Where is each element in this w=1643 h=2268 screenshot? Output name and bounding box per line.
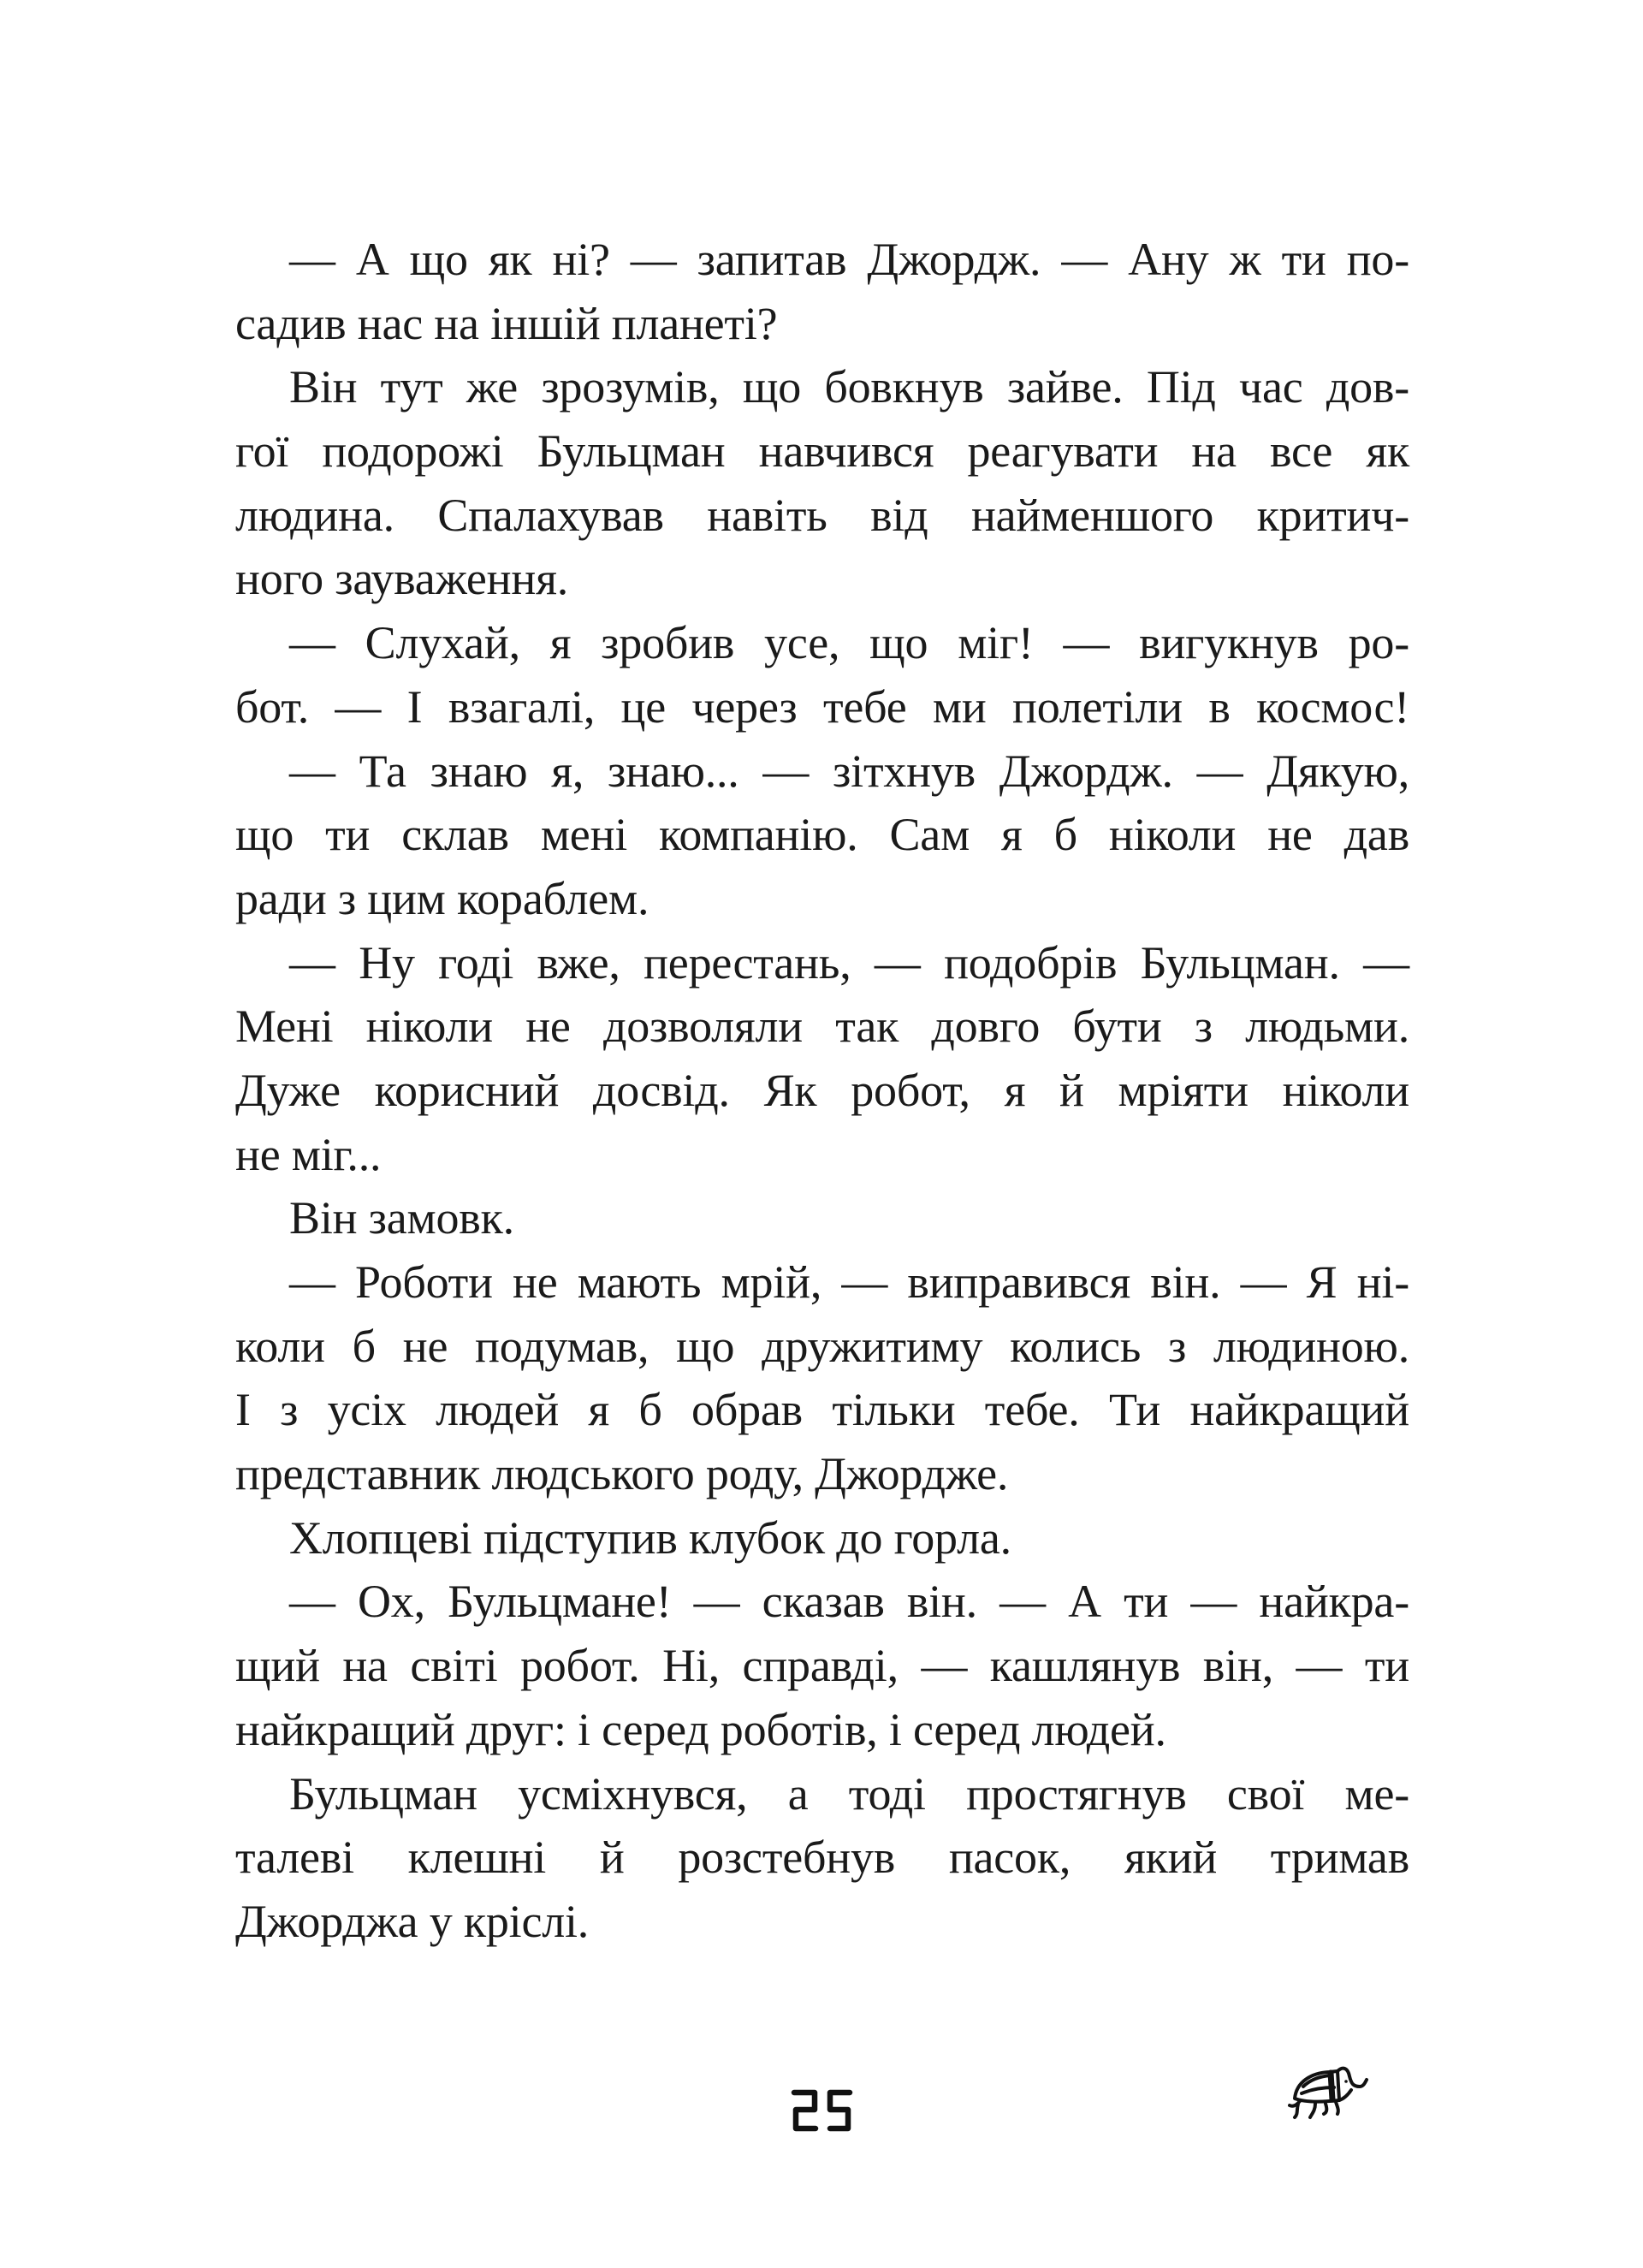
text-line: Хлопцеві підступив клубок до горла.	[289, 1511, 1011, 1564]
text-line: ради з цим кораблем.	[235, 872, 649, 924]
paragraph	[235, 739, 1409, 931]
paragraph	[235, 1186, 1409, 1250]
text-line: Він тут же зрозумів, що бовкнув зайве. Під час дов-	[289, 361, 1409, 413]
page-number-glyphs	[789, 2087, 857, 2134]
text-line: Він замовк.	[289, 1192, 514, 1244]
text-line: — Та знаю я, знаю... — зітхнув Джордж. — Дякую,	[289, 745, 1409, 797]
text-line: садив нас на іншій планеті?	[235, 297, 778, 349]
text-line: не міг...	[235, 1128, 382, 1180]
text-line: представник людського роду, Джордже.	[235, 1448, 1009, 1500]
text-line: — Ох, Бульцмане! — сказав він. — А ти — найкра-	[289, 1576, 1409, 1628]
beetle-icon	[1286, 2061, 1377, 2126]
text-line: І з усіх людей я б обрав тільки тебе. Ти найкращий	[235, 1384, 1409, 1436]
paragraph	[235, 355, 1409, 611]
text-line: ного зауваження.	[235, 553, 569, 605]
text-line: гої подорожі Бульцман навчився реагувати на все як	[235, 425, 1409, 478]
paragraph	[235, 1762, 1409, 1954]
page-number	[789, 2087, 857, 2134]
text-line: — Ну годі вже, перестань, — подобрів Бульцман. —	[289, 936, 1409, 989]
paragraph	[235, 1250, 1409, 1506]
text-line: бот. — І взагалі, це через тебе ми полетіли в космос!	[235, 680, 1409, 733]
text-line: що ти склав мені компанію. Сам я б ніколи не дав	[235, 809, 1409, 861]
paragraph	[235, 1506, 1409, 1570]
text-line: найкращий друг: і серед роботів, і серед людей.	[235, 1703, 1166, 1755]
paragraph	[235, 931, 1409, 1187]
text-line: щий на світі робот. Ні, справді, — кашлянув він, — ти	[235, 1640, 1409, 1692]
text-line: людина. Спалахував навіть від найменшого критич-	[235, 489, 1409, 541]
page-body-text	[235, 228, 1409, 1954]
text-line: талеві клешні й розстебнув пасок, який тримав	[235, 1832, 1409, 1884]
text-line: Бульцман усміхнувся, а тоді простягнув свої ме-	[289, 1767, 1409, 1820]
text-line: Дуже корисний досвід. Як робот, я й мріяти ніколи	[235, 1064, 1409, 1116]
text-line: — Роботи не мають мрій, — виправився він. — Я ні-	[289, 1256, 1409, 1308]
paragraph	[235, 1570, 1409, 1761]
text-line: Джорджа у кріслі.	[235, 1895, 590, 1947]
text-line: коли б не подумав, що дружитиму колись з людиною.	[235, 1320, 1409, 1372]
paragraph	[235, 611, 1409, 739]
text-line: — А що як ні? — запитав Джордж. — Ану ж ти по-	[289, 234, 1409, 285]
text-line: Мені ніколи не дозволяли так довго бути з людьми.	[235, 1000, 1409, 1053]
text-line: — Слухай, я зробив усе, що міг! — вигукнув ро-	[289, 617, 1409, 669]
paragraph	[235, 228, 1409, 355]
